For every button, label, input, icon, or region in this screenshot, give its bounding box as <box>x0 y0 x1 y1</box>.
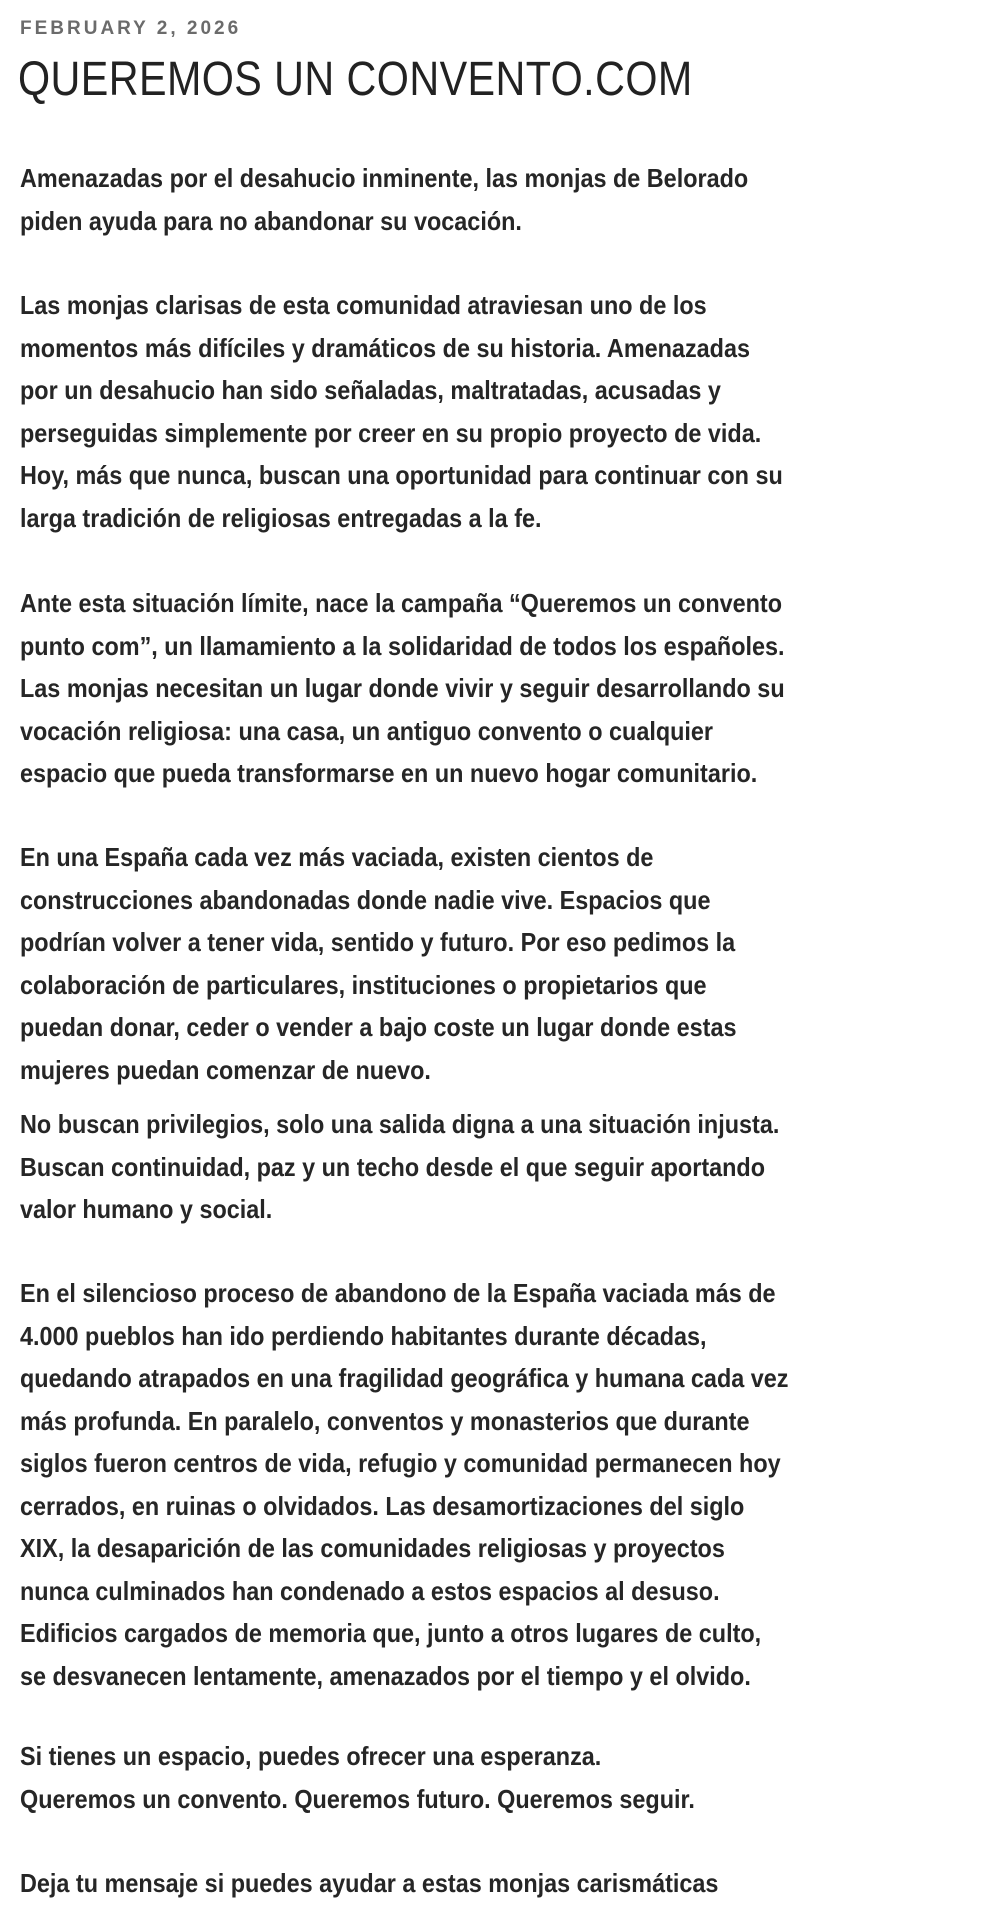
paragraph-line: quedando atrapados en una fragilidad geográfica y humana cada vez <box>20 1363 789 1393</box>
paragraph-line: Buscan continuidad, paz y un techo desde el que seguir aportando <box>20 1151 766 1182</box>
paragraph-line: Hoy, más que nunca, buscan una oportunidad para continuar con su <box>20 460 783 490</box>
paragraph-line: Deja tu mensaje si puedes ayudar a estas monjas carismáticas <box>20 1868 719 1898</box>
paragraph-line: Si tienes un espacio, puedes ofrecer una esperanza. <box>20 1741 602 1771</box>
paragraph-line: nunca culminados han condenado a estos espacios al desuso. <box>20 1575 720 1606</box>
paragraph-line: 4.000 pueblos han ido perdiendo habitantes durante décadas, <box>20 1320 707 1351</box>
paragraph-line: valor humano y social. <box>20 1194 273 1224</box>
privileges-paragraph <box>20 1103 779 1231</box>
paragraph-line: larga tradición de religiosas entregadas a la fe. <box>20 502 542 533</box>
abandonment-paragraph <box>20 1272 788 1697</box>
paragraph-line: Edificios cargados de memoria que, junto a otros lugares de culto, <box>20 1618 762 1648</box>
paragraph-line: se desvanecen lentamente, amenazados por el tiempo y el olvido. <box>20 1660 751 1691</box>
paragraph-line: punto com”, un llamamiento a la solidaridad de todos los españoles. <box>20 630 785 661</box>
paragraph-line: Amenazadas por el desahucio inminente, las monjas de Belorado <box>20 163 749 193</box>
paragraph-line: Queremos un convento. Queremos futuro. Queremos seguir. <box>20 1783 695 1814</box>
paragraph-line: momentos más difíciles y dramáticos de su historia. Amenazadas <box>20 332 750 363</box>
paragraph-line: mujeres puedan comenzar de nuevo. <box>20 1054 431 1085</box>
paragraph-line: No buscan privilegios, solo una salida digna a una situación injusta. <box>20 1109 780 1139</box>
paragraph-line: En una España cada vez más vaciada, existen cientos de <box>20 842 654 872</box>
paragraph-line: espacio que pueda transformarse en un nuevo hogar comunitario. <box>20 758 758 788</box>
paragraph-line: cerrados, en ruinas o olvidados. Las desamortizaciones del siglo <box>20 1490 745 1521</box>
paragraph-line: podrían volver a tener vida, sentido y futuro. Por eso pedimos la <box>20 927 736 957</box>
paragraph-line: construcciones abandonadas donde nadie vive. Espacios que <box>20 884 711 915</box>
paragraph-line: piden ayuda para no abandonar su vocación. <box>20 205 522 236</box>
paragraph-line: Las monjas clarisas de esta comunidad atraviesan uno de los <box>20 290 707 320</box>
paragraph-line: más profunda. En paralelo, conventos y monasterios que durante <box>20 1405 750 1436</box>
hope-paragraph <box>20 1735 695 1820</box>
paragraph-line: Las monjas necesitan un lugar donde vivir y seguir desarrollando su <box>20 673 785 703</box>
paragraph-line: puedan donar, ceder o vender a bajo coste un lugar donde estas <box>20 1012 737 1042</box>
paragraph-line: siglos fueron centros de vida, refugio y comunidad permanecen hoy <box>20 1448 781 1478</box>
post-title: QUEREMOS UN CONVENTO.COM <box>18 53 693 106</box>
paragraph-line: por un desahucio han sido señaladas, maltratadas, acusadas y <box>20 375 721 405</box>
post-date: FEBRUARY 2, 2026 <box>20 18 242 39</box>
call-to-action-paragraph <box>20 1862 718 1905</box>
situation-paragraph <box>20 284 783 539</box>
paragraph-line: perseguidas simplemente por creer en su propio proyecto de vida. <box>20 417 762 448</box>
paragraph-line: vocación religiosa: una casa, un antiguo convento o cualquier <box>20 715 714 746</box>
paragraph-line: XIX, la desaparición de las comunidades religiosas y proyectos <box>20 1533 725 1563</box>
paragraph-line: En el silencioso proceso de abandono de la España vaciada más de <box>20 1278 776 1308</box>
paragraph-line: colaboración de particulares, instituciones o propietarios que <box>20 969 707 1000</box>
campaign-paragraph <box>20 582 785 795</box>
spain-paragraph <box>20 836 736 1091</box>
intro-paragraph <box>20 157 748 242</box>
paragraph-line: Ante esta situación límite, nace la campaña “Queremos un convento <box>20 588 783 618</box>
